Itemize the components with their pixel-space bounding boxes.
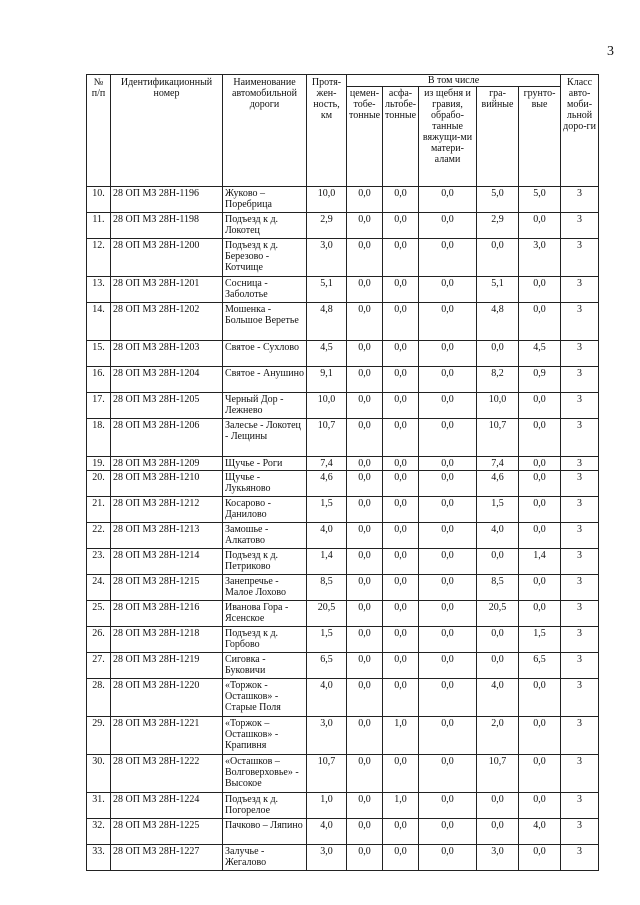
row-ground: 6,5 (519, 653, 561, 679)
header-class: Класс авто-моби-льной доро-ги (561, 75, 599, 187)
row-road-name: «Осташков – Волговерховье» - Высокое (223, 755, 307, 793)
row-num: 22. (87, 523, 111, 549)
row-class: 3 (561, 367, 599, 393)
row-class: 3 (561, 393, 599, 419)
row-class: 3 (561, 549, 599, 575)
row-asphalt: 0,0 (383, 471, 419, 497)
row-id: 28 ОП МЗ 28Н-1219 (111, 653, 223, 679)
row-class: 3 (561, 419, 599, 457)
row-cement: 0,0 (347, 755, 383, 793)
row-gravel: 0,0 (477, 819, 519, 845)
row-gravel-treated: 0,0 (419, 393, 477, 419)
row-road-name: Подъезд к д. Погорелое (223, 793, 307, 819)
row-ground: 1,5 (519, 627, 561, 653)
row-num: 23. (87, 549, 111, 575)
row-cement: 0,0 (347, 471, 383, 497)
row-id: 28 ОП МЗ 28Н-1212 (111, 497, 223, 523)
row-length: 10,7 (307, 419, 347, 457)
row-ground: 5,0 (519, 187, 561, 213)
row-cement: 0,0 (347, 367, 383, 393)
row-gravel: 3,0 (477, 845, 519, 871)
row-gravel-treated: 0,0 (419, 367, 477, 393)
row-gravel: 7,4 (477, 457, 519, 471)
row-class: 3 (561, 793, 599, 819)
row-gravel: 4,0 (477, 679, 519, 717)
table-body (87, 187, 599, 871)
table-row (87, 393, 599, 419)
row-ground: 4,0 (519, 819, 561, 845)
row-num: 31. (87, 793, 111, 819)
header-id: Идентификационный номер (111, 75, 223, 187)
table-header (87, 75, 599, 187)
row-class: 3 (561, 213, 599, 239)
row-road-name: Залучье - Жегалово (223, 845, 307, 871)
row-id: 28 ОП МЗ 28Н-1215 (111, 575, 223, 601)
row-num: 21. (87, 497, 111, 523)
row-gravel-treated: 0,0 (419, 679, 477, 717)
row-ground: 0,0 (519, 277, 561, 303)
header-including: В том числе (347, 75, 561, 87)
row-id: 28 ОП МЗ 28Н-1201 (111, 277, 223, 303)
row-gravel-treated: 0,0 (419, 419, 477, 457)
table-row (87, 549, 599, 575)
row-gravel-treated: 0,0 (419, 471, 477, 497)
row-asphalt: 0,0 (383, 755, 419, 793)
row-road-name: «Торжок – Осташков» - Крапивня (223, 717, 307, 755)
header-name: Наименование автомобильной дороги (223, 75, 307, 187)
row-class: 3 (561, 653, 599, 679)
row-class: 3 (561, 679, 599, 717)
table-row (87, 457, 599, 471)
row-asphalt: 0,0 (383, 523, 419, 549)
row-length: 7,4 (307, 457, 347, 471)
row-asphalt: 1,0 (383, 793, 419, 819)
row-cement: 0,0 (347, 819, 383, 845)
row-id: 28 ОП МЗ 28Н-1204 (111, 367, 223, 393)
row-class: 3 (561, 755, 599, 793)
row-ground: 0,0 (519, 213, 561, 239)
row-gravel: 1,5 (477, 497, 519, 523)
row-gravel: 8,2 (477, 367, 519, 393)
row-gravel: 0,0 (477, 549, 519, 575)
row-road-name: Мошенка - Большое Веретье (223, 303, 307, 341)
row-asphalt: 0,0 (383, 213, 419, 239)
row-class: 3 (561, 627, 599, 653)
row-id: 28 ОП МЗ 28Н-1221 (111, 717, 223, 755)
row-ground: 0,0 (519, 419, 561, 457)
row-class: 3 (561, 457, 599, 471)
table-row (87, 341, 599, 367)
row-num: 28. (87, 679, 111, 717)
row-num: 10. (87, 187, 111, 213)
row-ground: 0,0 (519, 845, 561, 871)
table-row (87, 653, 599, 679)
row-id: 28 ОП МЗ 28Н-1210 (111, 471, 223, 497)
row-gravel: 10,7 (477, 419, 519, 457)
row-road-name: Иванова Гора - Ясенское (223, 601, 307, 627)
row-class: 3 (561, 575, 599, 601)
row-length: 4,0 (307, 523, 347, 549)
row-ground: 0,0 (519, 523, 561, 549)
row-ground: 0,0 (519, 793, 561, 819)
table-row (87, 187, 599, 213)
row-length: 4,0 (307, 819, 347, 845)
row-num: 15. (87, 341, 111, 367)
row-road-name: Жуково – Поребрица (223, 187, 307, 213)
row-id: 28 ОП МЗ 28Н-1225 (111, 819, 223, 845)
header-length: Протя-жен-ность, км (307, 75, 347, 187)
row-asphalt: 1,0 (383, 717, 419, 755)
row-asphalt: 0,0 (383, 457, 419, 471)
row-num: 14. (87, 303, 111, 341)
row-length: 20,5 (307, 601, 347, 627)
row-road-name: Подъезд к д. Березово - Котчище (223, 239, 307, 277)
row-id: 28 ОП МЗ 28Н-1214 (111, 549, 223, 575)
table-row (87, 419, 599, 457)
row-gravel-treated: 0,0 (419, 303, 477, 341)
row-class: 3 (561, 523, 599, 549)
row-num: 18. (87, 419, 111, 457)
row-cement: 0,0 (347, 549, 383, 575)
row-length: 4,8 (307, 303, 347, 341)
row-road-name: Сиговка - Буковичи (223, 653, 307, 679)
row-road-name: Косарово - Данилово (223, 497, 307, 523)
row-gravel-treated: 0,0 (419, 523, 477, 549)
row-asphalt: 0,0 (383, 341, 419, 367)
row-ground: 0,0 (519, 457, 561, 471)
row-length: 10,0 (307, 187, 347, 213)
row-class: 3 (561, 717, 599, 755)
row-gravel-treated: 0,0 (419, 601, 477, 627)
row-cement: 0,0 (347, 239, 383, 277)
row-class: 3 (561, 277, 599, 303)
row-length: 8,5 (307, 575, 347, 601)
row-road-name: Залесье - Локотец - Лещины (223, 419, 307, 457)
row-gravel-treated: 0,0 (419, 627, 477, 653)
row-gravel: 5,0 (477, 187, 519, 213)
row-length: 1,5 (307, 497, 347, 523)
table-row (87, 575, 599, 601)
row-road-name: Святое - Сухлово (223, 341, 307, 367)
header-gravel-treated: из щебня и гравия, обрабо-танные вяжущи-ми матери-алами (419, 87, 477, 187)
row-gravel-treated: 0,0 (419, 549, 477, 575)
row-asphalt: 0,0 (383, 627, 419, 653)
row-num: 11. (87, 213, 111, 239)
row-num: 20. (87, 471, 111, 497)
row-cement: 0,0 (347, 419, 383, 457)
table-row (87, 793, 599, 819)
row-gravel-treated: 0,0 (419, 187, 477, 213)
row-id: 28 ОП МЗ 28Н-1213 (111, 523, 223, 549)
row-gravel: 4,8 (477, 303, 519, 341)
row-id: 28 ОП МЗ 28Н-1209 (111, 457, 223, 471)
table-row (87, 755, 599, 793)
row-ground: 0,0 (519, 497, 561, 523)
row-gravel: 2,0 (477, 717, 519, 755)
row-ground: 1,4 (519, 549, 561, 575)
table-row (87, 679, 599, 717)
row-road-name: Замошье - Алкатово (223, 523, 307, 549)
row-num: 26. (87, 627, 111, 653)
row-asphalt: 0,0 (383, 497, 419, 523)
row-gravel: 10,7 (477, 755, 519, 793)
row-gravel-treated: 0,0 (419, 653, 477, 679)
row-length: 9,1 (307, 367, 347, 393)
row-gravel: 0,0 (477, 341, 519, 367)
row-cement: 0,0 (347, 213, 383, 239)
row-ground: 3,0 (519, 239, 561, 277)
row-class: 3 (561, 845, 599, 871)
row-gravel: 0,0 (477, 793, 519, 819)
row-num: 13. (87, 277, 111, 303)
row-id: 28 ОП МЗ 28Н-1203 (111, 341, 223, 367)
row-asphalt: 0,0 (383, 419, 419, 457)
row-id: 28 ОП МЗ 28Н-1218 (111, 627, 223, 653)
page-number: 3 (607, 44, 614, 59)
row-id: 28 ОП МЗ 28Н-1224 (111, 793, 223, 819)
row-cement: 0,0 (347, 523, 383, 549)
row-ground: 0,9 (519, 367, 561, 393)
row-asphalt: 0,0 (383, 601, 419, 627)
row-length: 4,0 (307, 679, 347, 717)
row-road-name: Святое - Анушино (223, 367, 307, 393)
row-ground: 0,0 (519, 303, 561, 341)
row-class: 3 (561, 303, 599, 341)
row-ground: 0,0 (519, 601, 561, 627)
row-num: 25. (87, 601, 111, 627)
row-num: 27. (87, 653, 111, 679)
row-num: 29. (87, 717, 111, 755)
row-road-name: Подъезд к д. Локотец (223, 213, 307, 239)
row-id: 28 ОП МЗ 28Н-1227 (111, 845, 223, 871)
row-cement: 0,0 (347, 393, 383, 419)
row-id: 28 ОП МЗ 28Н-1205 (111, 393, 223, 419)
row-ground: 0,0 (519, 575, 561, 601)
row-id: 28 ОП МЗ 28Н-1216 (111, 601, 223, 627)
row-length: 1,5 (307, 627, 347, 653)
row-cement: 0,0 (347, 303, 383, 341)
table-row (87, 601, 599, 627)
row-gravel-treated: 0,0 (419, 793, 477, 819)
row-num: 33. (87, 845, 111, 871)
row-gravel-treated: 0,0 (419, 575, 477, 601)
row-gravel-treated: 0,0 (419, 277, 477, 303)
row-gravel: 20,5 (477, 601, 519, 627)
row-road-name: Подъезд к д. Горбово (223, 627, 307, 653)
row-road-name: Черный Дор - Лежнево (223, 393, 307, 419)
row-length: 10,0 (307, 393, 347, 419)
row-num: 32. (87, 819, 111, 845)
row-asphalt: 0,0 (383, 393, 419, 419)
row-cement: 0,0 (347, 277, 383, 303)
row-road-name: Занепречье - Малое Лохово (223, 575, 307, 601)
row-cement: 0,0 (347, 341, 383, 367)
row-gravel: 4,6 (477, 471, 519, 497)
row-gravel: 8,5 (477, 575, 519, 601)
row-asphalt: 0,0 (383, 575, 419, 601)
roads-table (86, 74, 599, 871)
table-row (87, 845, 599, 871)
row-length: 1,4 (307, 549, 347, 575)
row-asphalt: 0,0 (383, 277, 419, 303)
row-road-name: Щучье - Лукьяново (223, 471, 307, 497)
header-cement: цемен-тобе-тонные (347, 87, 383, 187)
row-gravel-treated: 0,0 (419, 845, 477, 871)
table-row (87, 471, 599, 497)
row-class: 3 (561, 187, 599, 213)
row-ground: 4,5 (519, 341, 561, 367)
row-cement: 0,0 (347, 793, 383, 819)
row-class: 3 (561, 819, 599, 845)
row-ground: 0,0 (519, 717, 561, 755)
row-asphalt: 0,0 (383, 819, 419, 845)
row-length: 5,1 (307, 277, 347, 303)
row-cement: 0,0 (347, 653, 383, 679)
row-gravel-treated: 0,0 (419, 239, 477, 277)
table-row (87, 717, 599, 755)
row-length: 2,9 (307, 213, 347, 239)
row-class: 3 (561, 239, 599, 277)
row-road-name: Пачково – Ляпино (223, 819, 307, 845)
row-id: 28 ОП МЗ 28Н-1202 (111, 303, 223, 341)
row-id: 28 ОП МЗ 28Н-1206 (111, 419, 223, 457)
row-id: 28 ОП МЗ 28Н-1220 (111, 679, 223, 717)
row-gravel: 4,0 (477, 523, 519, 549)
row-road-name: Сосница - Заболотье (223, 277, 307, 303)
row-num: 17. (87, 393, 111, 419)
row-gravel-treated: 0,0 (419, 755, 477, 793)
row-cement: 0,0 (347, 627, 383, 653)
table-row (87, 213, 599, 239)
row-cement: 0,0 (347, 845, 383, 871)
row-cement: 0,0 (347, 457, 383, 471)
row-length: 4,5 (307, 341, 347, 367)
row-cement: 0,0 (347, 601, 383, 627)
row-num: 24. (87, 575, 111, 601)
row-cement: 0,0 (347, 497, 383, 523)
table-row (87, 497, 599, 523)
row-id: 28 ОП МЗ 28Н-1198 (111, 213, 223, 239)
row-id: 28 ОП МЗ 28Н-1196 (111, 187, 223, 213)
row-asphalt: 0,0 (383, 187, 419, 213)
row-road-name: Подъезд к д. Петриково (223, 549, 307, 575)
header-ground: грунто-вые (519, 87, 561, 187)
row-length: 1,0 (307, 793, 347, 819)
row-num: 19. (87, 457, 111, 471)
row-gravel: 0,0 (477, 653, 519, 679)
row-cement: 0,0 (347, 187, 383, 213)
row-gravel-treated: 0,0 (419, 717, 477, 755)
row-class: 3 (561, 601, 599, 627)
row-class: 3 (561, 341, 599, 367)
row-asphalt: 0,0 (383, 367, 419, 393)
row-cement: 0,0 (347, 717, 383, 755)
row-length: 4,6 (307, 471, 347, 497)
row-num: 12. (87, 239, 111, 277)
row-length: 3,0 (307, 717, 347, 755)
row-gravel-treated: 0,0 (419, 497, 477, 523)
row-asphalt: 0,0 (383, 679, 419, 717)
table-row (87, 277, 599, 303)
row-ground: 0,0 (519, 471, 561, 497)
row-gravel-treated: 0,0 (419, 819, 477, 845)
row-gravel: 10,0 (477, 393, 519, 419)
row-class: 3 (561, 471, 599, 497)
table-row (87, 523, 599, 549)
table-row (87, 627, 599, 653)
row-asphalt: 0,0 (383, 845, 419, 871)
row-id: 28 ОП МЗ 28Н-1222 (111, 755, 223, 793)
row-asphalt: 0,0 (383, 303, 419, 341)
row-num: 30. (87, 755, 111, 793)
row-asphalt: 0,0 (383, 549, 419, 575)
row-gravel-treated: 0,0 (419, 457, 477, 471)
row-cement: 0,0 (347, 679, 383, 717)
row-ground: 0,0 (519, 393, 561, 419)
row-id: 28 ОП МЗ 28Н-1200 (111, 239, 223, 277)
row-length: 6,5 (307, 653, 347, 679)
row-gravel: 2,9 (477, 213, 519, 239)
table-row (87, 239, 599, 277)
row-gravel: 0,0 (477, 239, 519, 277)
row-length: 10,7 (307, 755, 347, 793)
header-asphalt: асфа-льтобе-тонные (383, 87, 419, 187)
row-gravel-treated: 0,0 (419, 213, 477, 239)
row-gravel-treated: 0,0 (419, 341, 477, 367)
row-asphalt: 0,0 (383, 239, 419, 277)
table-row (87, 819, 599, 845)
header-gravel: гра-вийные (477, 87, 519, 187)
table-row (87, 303, 599, 341)
row-ground: 0,0 (519, 679, 561, 717)
row-ground: 0,0 (519, 755, 561, 793)
row-road-name: «Торжок - Осташков» - Старые Поля (223, 679, 307, 717)
row-gravel: 5,1 (477, 277, 519, 303)
row-length: 3,0 (307, 845, 347, 871)
row-class: 3 (561, 497, 599, 523)
row-gravel: 0,0 (477, 627, 519, 653)
row-length: 3,0 (307, 239, 347, 277)
row-num: 16. (87, 367, 111, 393)
row-asphalt: 0,0 (383, 653, 419, 679)
table-row (87, 367, 599, 393)
row-cement: 0,0 (347, 575, 383, 601)
row-road-name: Щучье - Роги (223, 457, 307, 471)
header-num: № п/п (87, 75, 111, 187)
